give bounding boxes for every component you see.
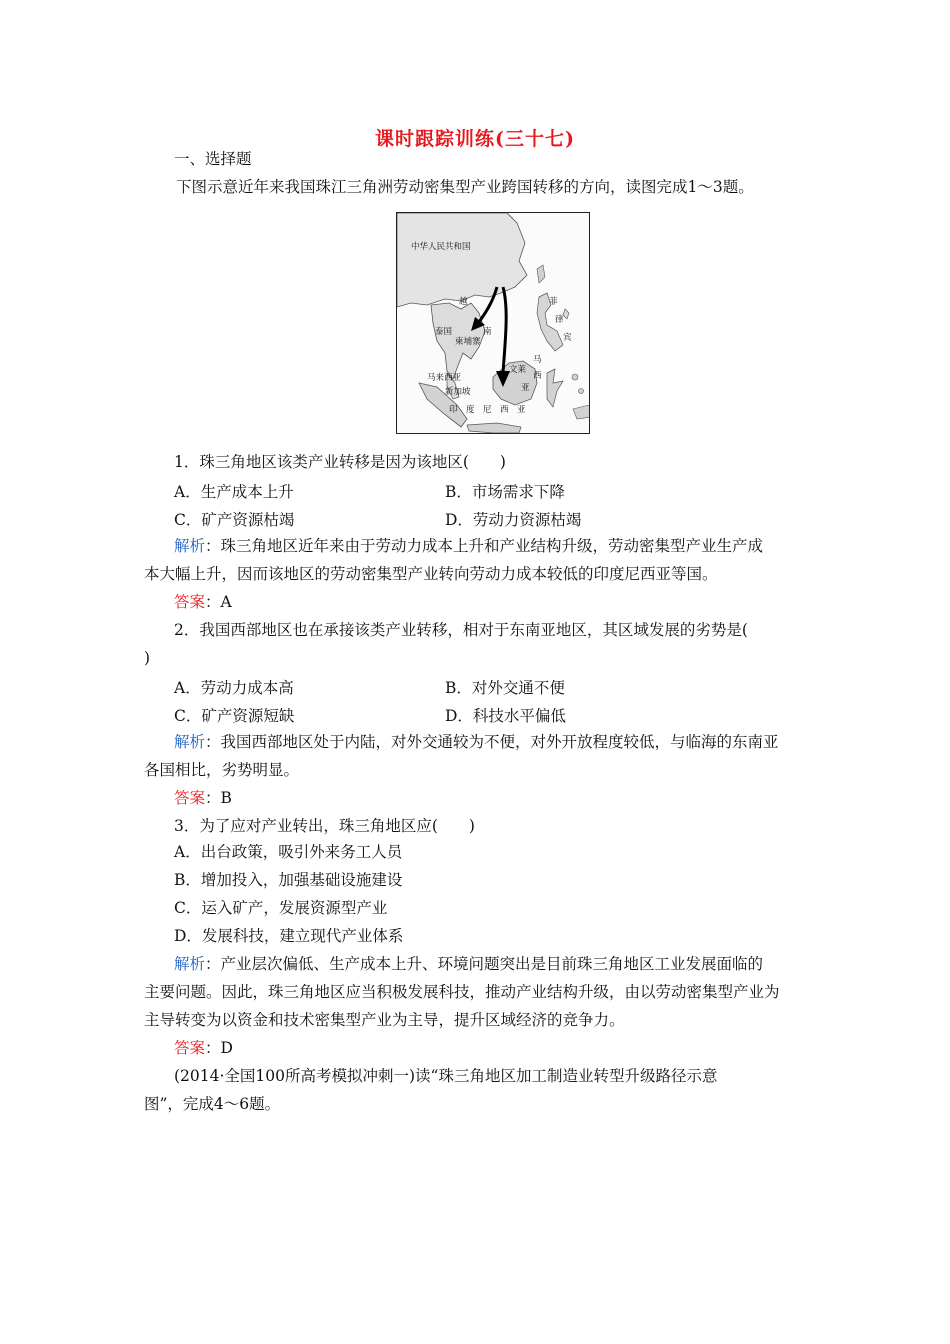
q2-stem-line2: ) bbox=[144, 649, 151, 667]
page-title: 课时跟踪训练(三十七) bbox=[375, 128, 575, 150]
q2-analysis-line1 bbox=[174, 732, 779, 752]
q3-analysis-line1 bbox=[174, 954, 763, 974]
map-label-ya: 亚 bbox=[521, 383, 530, 393]
map-label-thailand: 泰国 bbox=[435, 327, 453, 337]
map-label-singapore: 新加坡 bbox=[445, 387, 471, 397]
q2-option-b: B．对外交通不便 bbox=[445, 679, 565, 697]
q1-analysis-text1: ：珠三角地区近年来由于劳动力成本上升和产业结构升级，劳动密集型产业生产成 bbox=[205, 537, 764, 555]
map-label-fei: 菲 bbox=[549, 297, 558, 307]
q3-analysis-text1: ：产业层次偏低、生产成本上升、环境问题突出是目前珠三角地区工业发展面临的 bbox=[205, 955, 764, 973]
q1-analysis-line2: 本大幅上升，因而该地区的劳动密集型产业转向劳动力成本较低的印度尼西亚等国。 bbox=[144, 565, 718, 583]
q1-option-d: D．劳动力资源枯竭 bbox=[445, 511, 582, 529]
q2-answer bbox=[174, 788, 232, 808]
q1-answer bbox=[174, 592, 232, 612]
q2-answer-label: 答案 bbox=[174, 789, 206, 807]
map-label-lv: 律 bbox=[555, 315, 564, 325]
q1-answer-value: ：A bbox=[205, 593, 232, 611]
map-label-bin: 宾 bbox=[563, 333, 572, 343]
map-label-china: 中华人民共和国 bbox=[411, 242, 471, 252]
map-label-nan: 南 bbox=[483, 327, 492, 337]
q2-analysis-text1: ：我国西部地区处于内陆，对外交通较为不便，对外开放程度较低，与临海的东南亚 bbox=[205, 733, 779, 751]
q2-stem-line1: 2．我国西部地区也在承接该类产业转移，相对于东南亚地区，其区域发展的劣势是( bbox=[174, 621, 748, 639]
intro2-line2: 图”，完成4～6题。 bbox=[144, 1095, 281, 1113]
q2-answer-value: ：B bbox=[205, 789, 232, 807]
q2-analysis-line2: 各国相比，劣势明显。 bbox=[144, 761, 300, 779]
q3-stem: 3．为了应对产业转出，珠三角地区应( ) bbox=[174, 817, 475, 835]
intro2-line1: (2014·全国100所高考模拟冲刺一)读“珠三角地区加工制造业转型升级路径示意 bbox=[174, 1067, 718, 1085]
map-label-ma: 马 bbox=[533, 355, 542, 365]
q3-option-b: B．增加投入，加强基础设施建设 bbox=[174, 871, 403, 889]
map-label-yue: 越 bbox=[459, 297, 468, 307]
map-label-xi: 西 bbox=[533, 371, 542, 381]
industry-transfer-map bbox=[396, 212, 590, 434]
q2-option-c: C．矿产资源短缺 bbox=[174, 707, 295, 725]
q1-analysis-line1 bbox=[174, 536, 763, 556]
q3-option-a: A．出台政策，吸引外来务工人员 bbox=[174, 843, 403, 861]
q1-option-c: C．矿产资源枯竭 bbox=[174, 511, 295, 529]
q3-option-c: C．运入矿产，发展资源型产业 bbox=[174, 899, 388, 917]
map-label-malaysia: 马来西亚 bbox=[427, 373, 462, 383]
q3-option-d: D．发展科技，建立现代产业体系 bbox=[174, 927, 404, 945]
map-label-cambodia: 柬埔寨 bbox=[455, 337, 481, 347]
q3-answer-value: ：D bbox=[205, 1039, 233, 1057]
q3-answer bbox=[174, 1038, 233, 1058]
q2-option-d: D．科技水平偏低 bbox=[445, 707, 566, 725]
q1-stem: 1．珠三角地区该类产业转移是因为该地区( ) bbox=[174, 453, 506, 471]
q1-answer-label: 答案 bbox=[174, 593, 206, 611]
section-heading: 一、选择题 bbox=[174, 150, 252, 168]
q3-analysis-label: 解析 bbox=[174, 955, 206, 973]
q3-answer-label: 答案 bbox=[174, 1039, 206, 1057]
q1-analysis-label: 解析 bbox=[174, 537, 206, 555]
q3-analysis-line2: 主要问题。因此，珠三角地区应当积极发展科技，推动产业结构升级，由以劳动密集型产业为 bbox=[144, 983, 780, 1001]
q3-analysis-line3: 主导转变为以资金和技术密集型产业为主导，提升区域经济的竞争力。 bbox=[144, 1011, 625, 1029]
q2-option-a: A．劳动力成本高 bbox=[174, 679, 294, 697]
map-label-brunei: 文莱 bbox=[509, 365, 527, 375]
map-label-indonesia: 印 度 尼 西 亚 bbox=[449, 405, 526, 415]
intro-text: 下图示意近年来我国珠江三角洲劳动密集型产业跨国转移的方向，读图完成1～3题。 bbox=[176, 178, 754, 196]
q2-analysis-label: 解析 bbox=[174, 733, 206, 751]
q1-option-b: B．市场需求下降 bbox=[445, 483, 565, 501]
q1-option-a: A．生产成本上升 bbox=[174, 483, 294, 501]
